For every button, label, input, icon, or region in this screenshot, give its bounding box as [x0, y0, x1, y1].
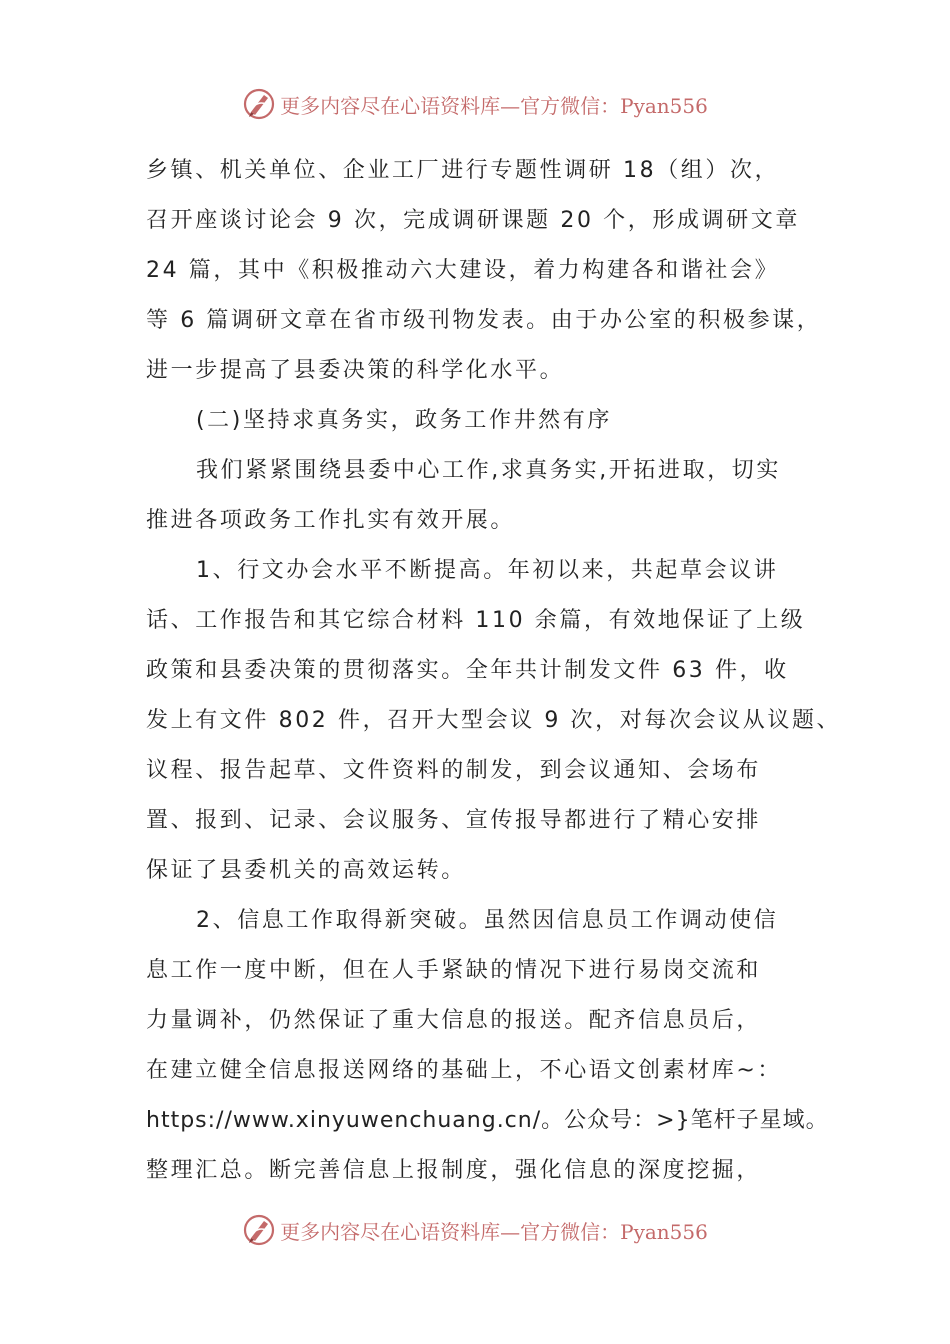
- text-line: 推进各项政务工作扎实有效开展。: [146, 508, 516, 533]
- text-line: 乡镇、机关单位、企业工厂进行专题性调研 18（组）次，: [146, 158, 780, 183]
- watermark-banner-top: [0, 84, 950, 124]
- watermark-text: 更多内容尽在心语资料库—官方微信：Pyan556: [280, 1219, 708, 1244]
- text-line: 发上有文件 802 件，召开大型会议 9 次，对每次会议从议题、: [146, 708, 842, 733]
- text-line: 置、报到、记录、会议服务、宣传报导都进行了精心安排: [146, 808, 762, 833]
- text-line: 政策和县委决策的贯彻落实。全年共计制发文件 63 件，收: [146, 658, 789, 683]
- text-line: 在建立健全信息报送网络的基础上，不心语文创素材库~：: [146, 1058, 783, 1083]
- document-body: [146, 146, 842, 1196]
- section-heading: (二)坚持求真务实，政务工作井然有序: [196, 408, 612, 433]
- text-line: 息工作一度中断，但在人手紧缺的情况下进行易岗交流和: [146, 958, 762, 983]
- text-line: 1、行文办会水平不断提高。年初以来，共起草会议讲: [196, 558, 779, 583]
- pen-logo-icon: [242, 1213, 276, 1247]
- watermark-text: 更多内容尽在心语资料库—官方微信：Pyan556: [280, 93, 708, 118]
- pen-logo-icon: [242, 87, 276, 121]
- text-line: 力量调补，仍然保证了重大信息的报送。配齐信息员后，: [146, 1008, 762, 1033]
- text-line: 召开座谈讨论会 9 次，完成调研课题 20 个，形成调研文章: [146, 208, 800, 233]
- text-line: 整理汇总。断完善信息上报制度，强化信息的深度挖掘，: [146, 1158, 762, 1183]
- text-line: 等 6 篇调研文章在省市级刊物发表。由于办公室的积极参谋，: [146, 308, 822, 333]
- text-line: 保证了县委机关的高效运转。: [146, 858, 466, 883]
- text-line: 进一步提高了县委决策的科学化水平。: [146, 358, 565, 383]
- text-line: 2、信息工作取得新突破。虽然因信息员工作调动使信: [196, 908, 779, 933]
- text-line: 话、工作报告和其它综合材料 110 余篇，有效地保证了上级: [146, 608, 806, 633]
- text-line: 我们紧紧围绕县委中心工作,求真务实,开拓进取，切实: [196, 458, 781, 483]
- watermark-banner-bottom: [0, 1210, 950, 1250]
- text-line: 24 篇，其中《积极推动六大建设，着力构建各和谐社会》: [146, 258, 780, 283]
- text-line: https://www.xinyuwenchuang.cn/。公众号：>}笔杆子星域。: [146, 1108, 829, 1133]
- text-line: 议程、报告起草、文件资料的制发，到会议通知、会场布: [146, 758, 762, 783]
